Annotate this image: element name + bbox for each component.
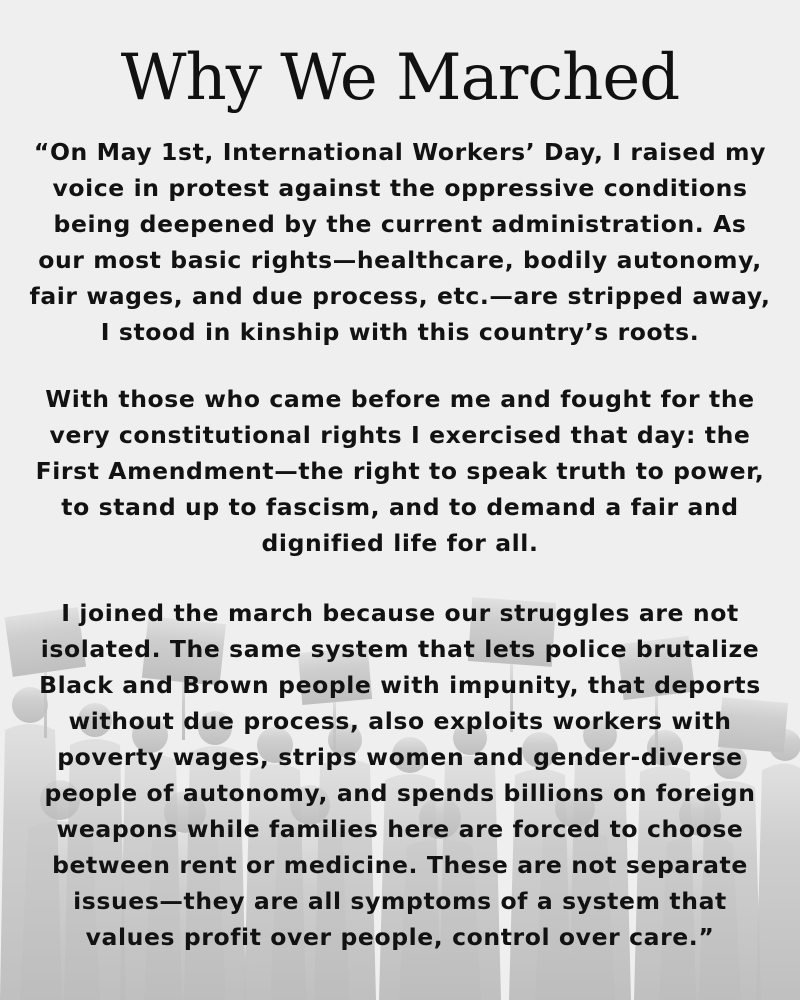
text-line: weapons while families here are forced to choose	[56, 815, 744, 843]
quote-paragraph-3	[10, 595, 790, 955]
text-line: Black and Brown people with impunity, that deports	[39, 671, 761, 699]
text-line: very constitutional rights I exercised that day: the	[49, 421, 751, 449]
text-line: people of autonomy, and spends billions on foreign	[44, 779, 756, 807]
text-line: poverty wages, strips women and gender-diverse	[57, 743, 743, 771]
text-line: I stood in kinship with this country’s roots.	[100, 318, 700, 346]
page-title: Why We Marched	[120, 41, 680, 115]
text-line: between rent or medicine. These are not separate	[52, 851, 748, 879]
text-line: isolated. The same system that lets police brutalize	[40, 635, 760, 663]
text-line: With those who came before me and fought for the	[45, 385, 755, 413]
text-line: “On May 1st, International Workers’ Day, I raised my	[33, 138, 767, 166]
text-line: issues—they are all symptoms of a system that	[73, 887, 727, 915]
text-line: without due process, also exploits workers with	[68, 707, 732, 735]
text-line: fair wages, and due process, etc.—are stripped away,	[29, 282, 771, 310]
quote-paragraph-2	[10, 381, 790, 561]
text-line: First Amendment—the right to speak truth to power,	[35, 457, 765, 485]
text-line: to stand up to fascism, and to demand a fair and	[61, 493, 739, 521]
text-line: being deepened by the current administration. As	[53, 210, 747, 238]
quote-paragraph-1	[10, 134, 790, 350]
text-line: values profit over people, control over care.”	[85, 923, 715, 951]
text-line: voice in protest against the oppressive conditions	[52, 174, 748, 202]
text-line: our most basic rights—healthcare, bodily autonomy,	[38, 246, 762, 274]
text-line: dignified life for all.	[261, 529, 539, 557]
text-line: I joined the march because our struggles are not	[61, 599, 739, 627]
